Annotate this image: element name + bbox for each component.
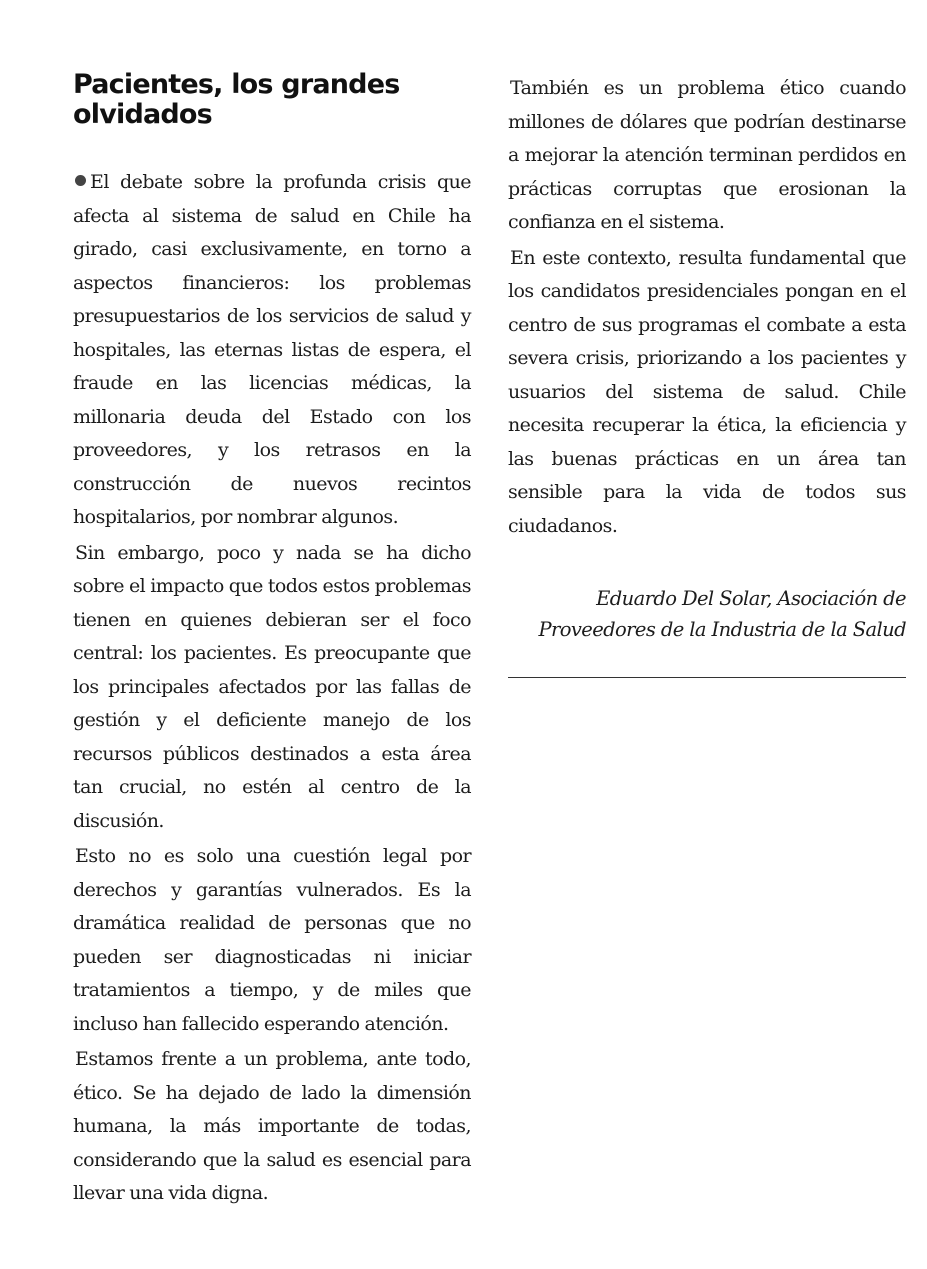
- right-column: [508, 72, 906, 678]
- left-column: [73, 60, 471, 1213]
- article-headline: Pacientes, los grandes olvidados: [73, 69, 400, 130]
- paragraph-1: [73, 166, 471, 535]
- bullet-icon: [75, 175, 86, 186]
- divider-line: [508, 677, 906, 678]
- author-signature: Eduardo Del Solar, Asociación de Proveedores de la Industria de la Salud: [538, 587, 906, 641]
- paragraph-5: También es un problema ético cuando millones de dólares que podrían destinarse a mejorar la atención terminan perdidos en prácticas corruptas que erosionan la confianza en el sistema.: [508, 77, 906, 233]
- paragraph-6: En este contexto, resulta fundamental que los candidatos presidenciales pongan en el centro de sus programas el combate a esta severa crisis, priorizando a los pacientes y usuarios del sistema de salud. Chile necesita recuperar la ética, la eficiencia y las buenas prácticas en un área tan sensible para la vida de todos sus ciudadanos.: [508, 246, 906, 537]
- paragraph-4: Estamos frente a un problema, ante todo, ético. Se ha dejado de lado la dimensión humana, la más importante de todas, considerando que la salud es esencial para llevar una vida digna.: [73, 1048, 471, 1204]
- paragraph-3: Esto no es solo una cuestión legal por derechos y garantías vulnerados. Es la dramática realidad de personas que no pueden ser diagnosticadas ni iniciar tratamientos a tiempo, y de miles que incluso han fallecido esperando atención.: [73, 845, 471, 1035]
- paragraph-2: Sin embargo, poco y nada se ha dicho sobre el impacto que todos estos problemas tienen en quienes debieran ser el foco central: los pacientes. Es preocupante que los principales afectados por las fallas de gestión y el deficiente manejo de los recursos públicos destinados a esta área tan crucial, no estén al centro de la discusión.: [73, 541, 471, 832]
- paragraph-1-text: El debate sobre la profunda crisis que afecta al sistema de salud en Chile ha girado, casi exclusivamente, en torno a aspectos financieros: los problemas presupuestarios de los servicios de salud y hospitales, las eternas listas de espera, el fraude en las licencias médicas, la millonaria deuda del Estado con los proveedores, y los retrasos en la construcción de nuevos recintos hospitalarios, por nombrar algunos.: [73, 171, 471, 528]
